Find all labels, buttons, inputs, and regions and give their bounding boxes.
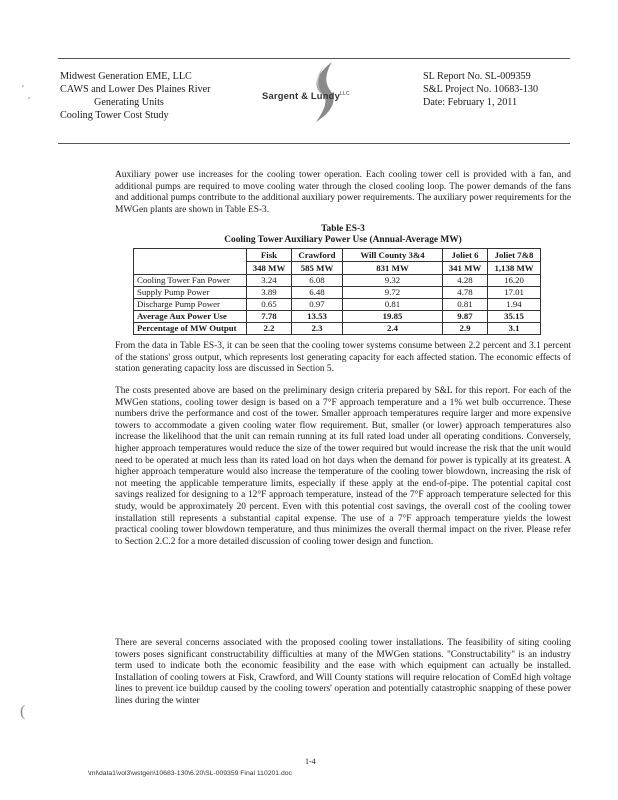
table-caption: Cooling Tower Auxiliary Power Use (Annual-Average MW) (224, 235, 462, 245)
col-header-name: Joliet 7&8 (488, 249, 541, 262)
table-corner-cell (134, 249, 247, 275)
company-logo (262, 60, 382, 132)
table-cell: 2.2 (247, 323, 292, 335)
table-row (134, 299, 541, 311)
table-cell: 4.28 (443, 275, 488, 287)
col-header-name: Joliet 6 (443, 249, 488, 262)
aux-power-table (133, 248, 541, 335)
row-label: Cooling Tower Fan Power (134, 275, 247, 287)
table-cell: 7.78 (247, 311, 292, 323)
footer-file-path: \ml\data1\vol3\wstgen\10683-130\6.20\SL-009359 Final 110201.doc (88, 770, 292, 777)
table-cell: 1.94 (488, 299, 541, 311)
header-bottom-rule (58, 143, 570, 144)
table-label: Table ES-3 (321, 224, 365, 234)
header-company: Midwest Generation EME, LLC (60, 71, 192, 82)
table-cell: 13.53 (292, 311, 343, 323)
table-header-row (134, 249, 541, 262)
table-cell: 0.97 (292, 299, 343, 311)
table-cell: 4.78 (443, 287, 488, 299)
page-number: 1-4 (305, 757, 316, 766)
logo-wordmark: Sargent & Lundy$^{LLC}$ (262, 90, 350, 101)
table-cell: 0.65 (247, 299, 292, 311)
table-cell: 9.87 (443, 311, 488, 323)
col-header-capacity: 341 MW (443, 262, 488, 275)
table-cell: 3.89 (247, 287, 292, 299)
row-label: Percentage of MW Output (134, 323, 247, 335)
table-cell: 17.01 (488, 287, 541, 299)
col-header-capacity: 1,138 MW (488, 262, 541, 275)
table-cell: 6.48 (292, 287, 343, 299)
table-cell: 3.24 (247, 275, 292, 287)
scan-mark: ′ (28, 96, 31, 107)
table-cell: 3.1 (488, 323, 541, 335)
header-project-number: S&L Project No. 10683-130 (423, 84, 539, 95)
col-header-capacity: 585 MW (292, 262, 343, 275)
col-header-name: Will County 3&4 (343, 249, 443, 262)
paragraph-cost-basis: The costs presented above are based on the preliminary design criteria prepared by S&L for this report. For each of the MWGen stations, cooling tower design is based on a 7°F approach temperature and a 1% wet bulb occurrence. These numbers drive the performance and cost of the tower. Smaller approach temperatures require larger and more expensive towers to accommodate a given cooling water flow requirement. But, smaller (or lower) approach temperatures also increase the likelihood that the unit can remain running at its full rated load under all operating conditions. Conversely, higher approach temperatures would reduce the size of the tower required but would increase the risk that the unit would need to be operated at much less than its rated load on hot days when the demand for power is typically at its greatest. A higher approach temperature would also increase the temperature of the cooling tower blowdown, increasing the risk of not meeting the applicable temperature limits, especially if these apply at the end-of-pipe. The potential capital cost savings realized for designing to a 12°F approach temperature, instead of the 7°F approach temperature selected for this study, would be approximately 20 percent. Even with this potential cost savings, the overall cost of the cooling tower installation still represents a substantial capital expense. The use of a 7°F approach temperature yields the lowest practical cooling tower blowdown temperature, and thus minimizes the overall thermal impact on the river. Please refer to Section 2.C.2 for a more detailed discussion of cooling tower design and function. (115, 386, 571, 547)
scan-mark: ′ (22, 84, 25, 95)
header-study: Cooling Tower Cost Study (60, 110, 169, 121)
table-cell: 0.81 (343, 299, 443, 311)
row-label: Discharge Pump Power (134, 299, 247, 311)
header-date: Date: February 1, 2011 (423, 97, 518, 108)
table-cell: 0.81 (443, 299, 488, 311)
table-row (134, 323, 541, 335)
header-project: CAWS and Lower Des Plaines River (60, 84, 211, 95)
col-header-capacity: 831 MW (343, 262, 443, 275)
col-header-name: Fisk (247, 249, 292, 262)
row-label: Average Aux Power Use (134, 311, 247, 323)
header-right-block (423, 70, 538, 109)
header-left-block (60, 70, 211, 122)
header-units: Generating Units (94, 97, 164, 108)
paragraph-aux-power: Auxiliary power use increases for the cooling tower operation. Each cooling tower cell is provided with a fan, and additional pumps are required to move cooling water through the closed cooling loop. The power demands of the fans and additional pumps contribute to the additional auxiliary power requirements. The auxiliary power requirements for the MWGen plants are shown in Table ES-3. (115, 170, 571, 215)
paragraph-concerns: There are several concerns associated with the proposed cooling tower installations. The feasibility of siting cooling towers poses significant constructability difficulties at many of the MWGen stations. "Constructability" is an industry term used to indicate both the economic feasibility and the ease with which equipment can actually be installed. Installation of cooling towers at Fisk, Crawford, and Will County stations will require relocation of ComEd high voltage lines to prevent ice buildup caused by the cooling towers' operation and potentially catastrophic snapping of these power lines during the winter (115, 638, 571, 706)
header-top-rule (58, 58, 570, 59)
col-header-name: Crawford (292, 249, 343, 262)
logo-suffix: LLC (340, 90, 350, 97)
table-cell: 6.08 (292, 275, 343, 287)
row-label: Supply Pump Power (134, 287, 247, 299)
table-cell: 2.3 (292, 323, 343, 335)
table-row (134, 275, 541, 287)
table-cell: 16.20 (488, 275, 541, 287)
header-report-number: SL Report No. SL-009359 (423, 71, 531, 82)
col-header-capacity: 348 MW (247, 262, 292, 275)
table-cell: 35.15 (488, 311, 541, 323)
table-cell: 19.85 (343, 311, 443, 323)
table-row (134, 287, 541, 299)
table-cell: 2.4 (343, 323, 443, 335)
table-cell: 2.9 (443, 323, 488, 335)
scan-bracket-mark: ( (20, 703, 26, 720)
table-cell: 9.72 (343, 287, 443, 299)
table-cell: 9.32 (343, 275, 443, 287)
table-row (134, 311, 541, 323)
paragraph-data-summary: From the data in Table ES-3, it can be seen that the cooling tower systems consume between 2.2 percent and 3.1 percent of the stations' gross output, which represents lost generating capacity for each affected station. The economic effects of station generating capacity loss are discussed in Section 5. (115, 341, 571, 375)
